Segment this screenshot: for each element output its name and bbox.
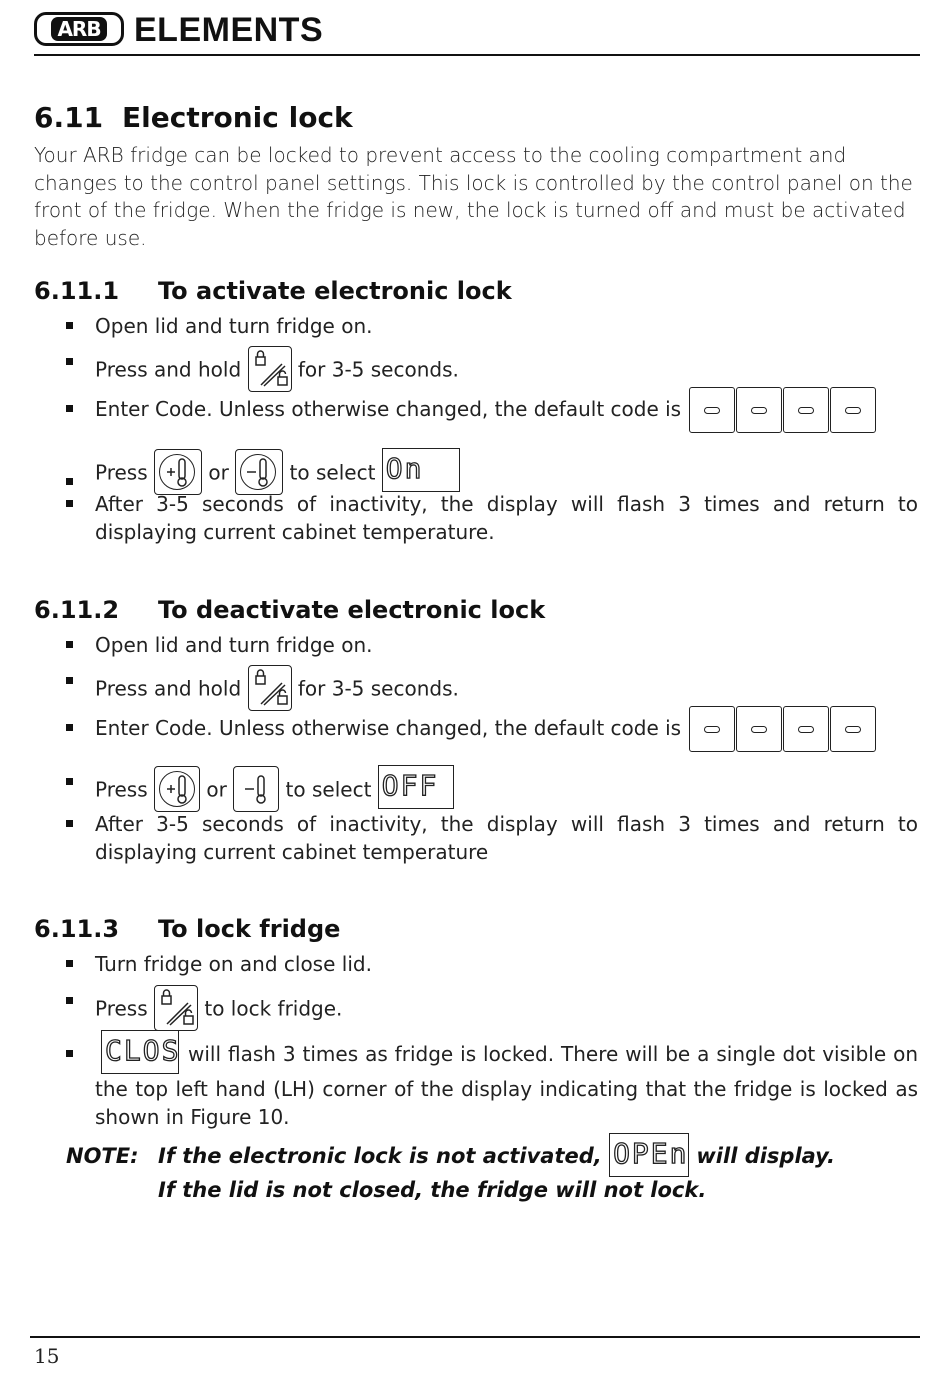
display-open: OPEn <box>609 1133 689 1177</box>
step-select: to select <box>285 777 372 802</box>
bullet-icon <box>66 641 73 648</box>
bullet-icon <box>66 997 73 1004</box>
temp-plus-key-icon <box>154 449 202 495</box>
section-number: 6.11 <box>34 101 104 134</box>
activate-heading <box>34 276 512 306</box>
activate-title: To activate electronic lock <box>158 277 512 305</box>
bullet-icon <box>66 960 73 967</box>
note-label: NOTE: <box>66 1144 139 1168</box>
lock-step-3-text: will flash 3 times as fridge is locked. There will be a single dot visible on <box>188 1042 918 1066</box>
display-clos: CLOS <box>101 1030 179 1074</box>
section-heading <box>34 100 353 136</box>
code-digit-icon <box>736 706 782 752</box>
bullet-icon <box>66 1050 73 1057</box>
step-or: or <box>208 460 229 485</box>
lock-heading <box>34 914 340 944</box>
temp-minus-key-icon <box>233 766 279 812</box>
logo-text: ARB <box>51 17 106 41</box>
page-number: 15 <box>34 1344 60 1368</box>
step-text: After 3-5 seconds of inactivity, the display will flash 3 times and return to <box>95 812 918 836</box>
step-text <box>95 987 918 1033</box>
lock-title: To lock fridge <box>158 915 341 943</box>
deactivate-number: 6.11.2 <box>34 596 120 624</box>
step-text: Enter Code. Unless otherwise changed, the default code is <box>95 716 682 740</box>
activate-number: 6.11.1 <box>34 277 120 305</box>
step-text: Open lid and turn fridge on. <box>95 633 373 657</box>
lock-step-3-line3: shown in Figure 10. <box>95 1105 290 1129</box>
lock-key-icon <box>248 346 292 392</box>
step-text-post: to lock fridge. <box>204 996 343 1021</box>
step-select: to select <box>289 460 376 485</box>
code-digit-icon <box>830 387 876 433</box>
page-header <box>34 10 920 56</box>
code-digit-icon <box>689 706 735 752</box>
activate-default-code <box>689 387 877 433</box>
bullet-icon <box>66 478 73 485</box>
deactivate-default-code <box>689 706 877 752</box>
section-title: Electronic lock <box>122 101 353 134</box>
temp-plus-key-icon <box>154 766 200 812</box>
bullet-icon <box>66 778 73 785</box>
code-digit-icon <box>783 706 829 752</box>
bullet-icon <box>66 677 73 684</box>
bullet-icon <box>66 500 73 507</box>
section-intro: Your ARB fridge can be locked to prevent access to the cooling compartment and changes to the control panel settings. This lock is controlled by the control panel on the front of the fridge. When the fridge is new, the lock is turned off and must be activated before use. <box>34 143 913 250</box>
step-text-pre: Press and hold <box>95 676 242 701</box>
footer-divider <box>30 1336 920 1338</box>
lock-key-icon <box>248 665 292 711</box>
step-text-post: for 3-5 seconds. <box>297 676 459 701</box>
lock-number: 6.11.3 <box>34 915 120 943</box>
step-press: Press <box>95 460 148 485</box>
note-line-1 <box>66 1135 918 1179</box>
step-text: After 3-5 seconds of inactivity, the display will flash 3 times and return to <box>95 492 918 516</box>
bullet-icon <box>66 405 73 412</box>
temp-minus-key-icon <box>235 449 283 495</box>
step-text-post: for 3-5 seconds. <box>297 357 459 382</box>
code-digit-icon <box>783 387 829 433</box>
step-text: Open lid and turn fridge on. <box>95 314 373 338</box>
step-or: or <box>206 777 227 802</box>
step-press: Press <box>95 777 148 802</box>
step-text <box>95 768 918 814</box>
lock-step-3-line2: the top left hand (LH) corner of the display indicating that the fridge is locked as <box>95 1077 918 1101</box>
activate-step-5-cont: displaying current cabinet temperature. <box>95 520 495 544</box>
note-line-2: If the lid is not closed, the fridge will not lock. <box>158 1178 707 1202</box>
bullet-icon <box>66 724 73 731</box>
brand-title: ELEMENTS <box>134 11 324 49</box>
deactivate-step-5-cont: displaying current cabinet temperature <box>95 840 489 864</box>
bullet-icon <box>66 820 73 827</box>
step-text-pre: Press and hold <box>95 357 242 382</box>
code-digit-icon <box>830 706 876 752</box>
arb-logo <box>34 12 124 46</box>
note-text-pre: If the electronic lock is not activated, <box>158 1144 602 1168</box>
deactivate-heading <box>34 595 545 625</box>
step-text: Turn fridge on and close lid. <box>95 952 372 976</box>
bullet-icon <box>66 322 73 329</box>
display-off: OFF <box>378 765 454 809</box>
code-digit-icon <box>689 387 735 433</box>
deactivate-title: To deactivate electronic lock <box>158 596 546 624</box>
lock-key-icon <box>154 985 198 1031</box>
step-text-pre: Press <box>95 996 148 1021</box>
bullet-icon <box>66 358 73 365</box>
note-text-post: will display. <box>696 1144 835 1168</box>
code-digit-icon <box>736 387 782 433</box>
step-text: Enter Code. Unless otherwise changed, the default code is <box>95 397 682 421</box>
display-on: On <box>382 448 460 492</box>
